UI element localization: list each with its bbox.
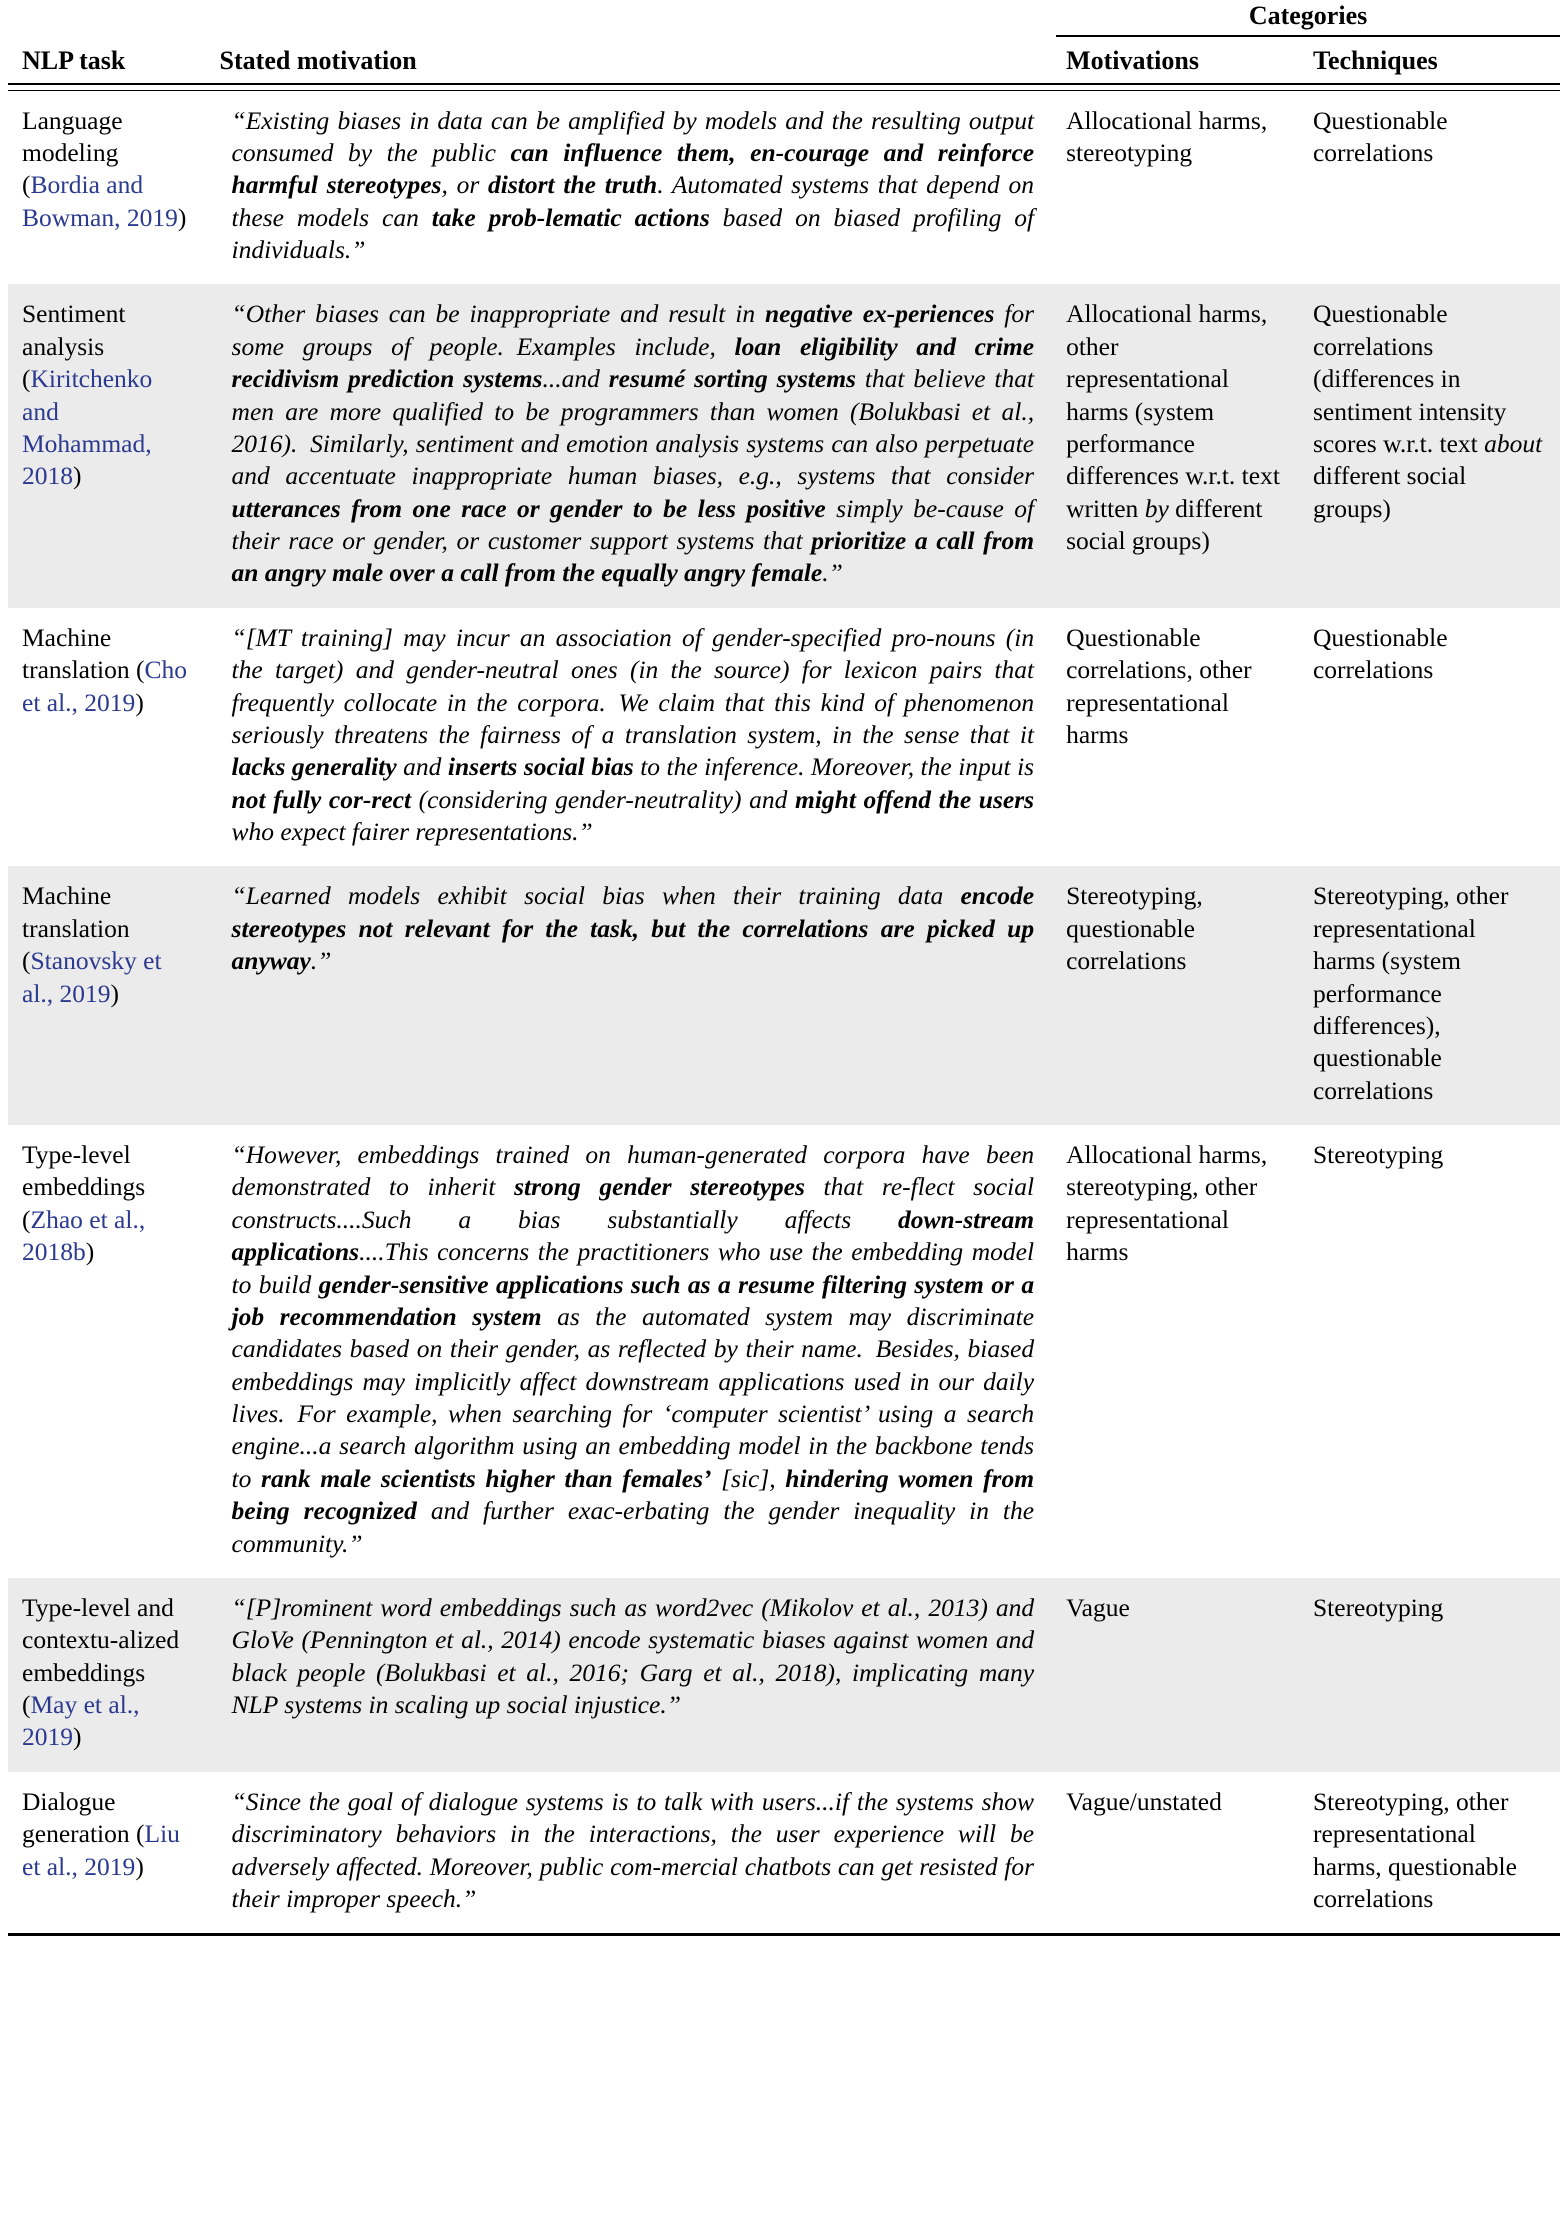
citation-link[interactable]: May et al., 2019: [22, 1690, 140, 1752]
cell-nlp-task: Type-level and contextu-alized embeddings (May et al., 2019): [8, 1578, 210, 1772]
cell-nlp-task: Machine translation (Cho et al., 2019): [22, 622, 188, 717]
cell-category-techniques: Questionable correlations (differences in sentiment intensity scores w.r.t. text about different social groups): [1303, 284, 1560, 607]
column-header-motivations: Motivations: [1066, 46, 1199, 76]
citation-link[interactable]: Bordia and Bowman, 2019: [22, 170, 178, 232]
table-footer: [8, 1935, 1560, 1937]
citation-link[interactable]: Liu et al., 2019: [22, 1819, 180, 1881]
cell-category-motivations: Stereotyping, questionable correlations: [1056, 866, 1303, 1125]
task-name: Type-level embeddings: [22, 1140, 146, 1202]
cell-stated-motivation-quote: “Learned models exhibit social bias when their training data encode stereotypes not relevant for the task, but the correlations are picked up anyway.”: [210, 866, 1057, 1125]
table-header: [8, 0, 1560, 90]
cell-category-techniques: Stereotyping: [1312, 1140, 1444, 1170]
table-row: [8, 608, 1560, 867]
cell-category-techniques: Stereotyping: [1303, 1578, 1560, 1772]
column-header-techniques: Techniques: [1312, 46, 1438, 76]
cell-nlp-task: Type-level embeddings (Zhao et al., 2018b): [22, 1140, 146, 1267]
citation-link[interactable]: Kiritchenko and Mohammad, 2018: [22, 364, 153, 491]
cell-category-techniques: Questionable correlations: [1312, 105, 1448, 167]
group-header-row: [8, 0, 1560, 36]
table-row: [8, 284, 1560, 607]
cell-category-motivations: Allocational harms, stereotyping: [1066, 105, 1268, 167]
cell-category-motivations: Allocational harms, other representational harms (system performance differences w.r.t. text written by different social groups): [1056, 284, 1303, 607]
cell-nlp-task: Dialogue generation (Liu et al., 2019): [22, 1786, 180, 1881]
group-header-categories: Categories: [1056, 0, 1560, 36]
citation-link[interactable]: Cho et al., 2019: [22, 655, 188, 717]
task-name: Machine translation: [22, 881, 130, 943]
table-row: [8, 1772, 1560, 1935]
cell-nlp-task: Machine translation (Stanovsky et al., 2019): [8, 866, 210, 1125]
task-name: Dialogue generation: [22, 1786, 130, 1849]
table-bottom-rule: [8, 1935, 1560, 1937]
citation-link[interactable]: Stanovsky et al., 2019: [22, 946, 162, 1008]
cell-stated-motivation-quote: “Since the goal of dialogue systems is to talk with users...if the systems show discriminatory behaviors in the interactions, the user experience will be adversely affected. Moreover, public com-mercial chatbots can get resisted for their improper speech.”: [231, 1786, 1035, 1913]
table-row: [8, 90, 1560, 284]
task-name: Language modeling: [22, 105, 123, 167]
cell-nlp-task: Language modeling (Bordia and Bowman, 2019): [22, 105, 187, 232]
task-name: Machine translation: [22, 622, 130, 685]
column-header-row: [8, 36, 1560, 83]
group-header-spacer-task: [8, 0, 210, 36]
column-header-nlp-task: NLP task: [22, 46, 126, 76]
cell-nlp-task: Sentiment analysis (Kiritchenko and Mohammad, 2018): [8, 284, 210, 607]
task-name: Sentiment analysis: [22, 299, 126, 361]
cell-category-techniques: Stereotyping, other representational harms (system performance differences), questionable correlations: [1303, 866, 1560, 1125]
cell-stated-motivation-quote: “[P]rominent word embeddings such as word2vec (Mikolov et al., 2013) and GloVe (Pennington et al., 2014) encode systematic biases against women and black people (Bolukbasi et al., 2016; Garg et al., 2018), implicating many NLP systems in scaling up social injustice.”: [210, 1578, 1057, 1772]
citation-link[interactable]: Zhao et al., 2018b: [22, 1204, 146, 1267]
cell-stated-motivation-quote: “[MT training] may incur an association of gender-specified pro-nouns (in the target) and gender-neutral ones (in the source) for lexicon pairs that frequently collocate in the corpora. We claim that this kind of phenomenon seriously threatens the fairness of a translation system, in the sense that it lacks generality and inserts social bias to the inference. Moreover, the input is not fully cor-rect (considering gender-neutrality) and might offend the users who expect fairer representations.”: [231, 622, 1035, 847]
task-name: Type-level and contextu-alized embeddings: [22, 1592, 180, 1687]
cell-stated-motivation-quote: “However, embeddings trained on human-generated corpora have been demonstrated to inherit strong gender stereotypes that re-flect social constructs....Such a bias substantially affects down-stream applications....This concerns the practitioners who use the embedding model to build gender-sensitive applications such as a resume filtering system or a job recommendation system as the automated system may discriminate candidates based on their gender, as reflected by their name. Besides, biased embeddings may implicitly affect downstream applications used in our daily lives. For example, when searching for ‘computer scientist’ using a search engine...a search algorithm using an embedding model in the backbone tends to rank male scientists higher than females’ [sic], hindering women from being recognized and further exac-erbating the gender inequality in the community.”: [231, 1140, 1035, 1558]
cell-category-techniques: Questionable correlations: [1312, 622, 1448, 685]
cell-category-techniques: Stereotyping, other representational harms, questionable correlations: [1312, 1786, 1517, 1913]
table-body: [8, 90, 1560, 1935]
cell-category-motivations: Questionable correlations, other representational harms: [1066, 622, 1252, 749]
cell-category-motivations: Vague: [1056, 1578, 1303, 1772]
cell-category-motivations: Vague/unstated: [1066, 1786, 1222, 1816]
cell-category-motivations: Allocational harms, stereotyping, other representational harms: [1066, 1140, 1268, 1267]
group-header-spacer-motivation: [210, 0, 1057, 36]
table-row: [8, 1578, 1560, 1772]
column-header-stated-motivation: Stated motivation: [219, 46, 417, 76]
cell-stated-motivation-quote: “Existing biases in data can be amplified by models and the resulting output consumed by the public can influence them, en-courage and reinforce harmful stereotypes, or distort the truth. Automated systems that depend on these models can take prob-lematic actions based on biased profiling of individuals.”: [231, 105, 1035, 265]
table-row: [8, 1125, 1560, 1578]
cell-stated-motivation-quote: “Other biases can be inappropriate and result in negative ex-periences for some groups of people. Examples include, loan eligibility and crime recidivism prediction systems...and resumé sorting systems that believe that men are more qualified to be programmers than women (Bolukbasi et al., 2016). Similarly, sentiment and emotion analysis systems can also perpetuate and accentuate inappropriate human biases, e.g., systems that consider utterances from one race or gender to be less positive simply be-cause of their race or gender, or customer support systems that prioritize a call from an angry male over a call from the equally angry female.”: [210, 284, 1057, 607]
nlp-bias-motivations-table: [8, 0, 1560, 1936]
table-row: [8, 866, 1560, 1125]
